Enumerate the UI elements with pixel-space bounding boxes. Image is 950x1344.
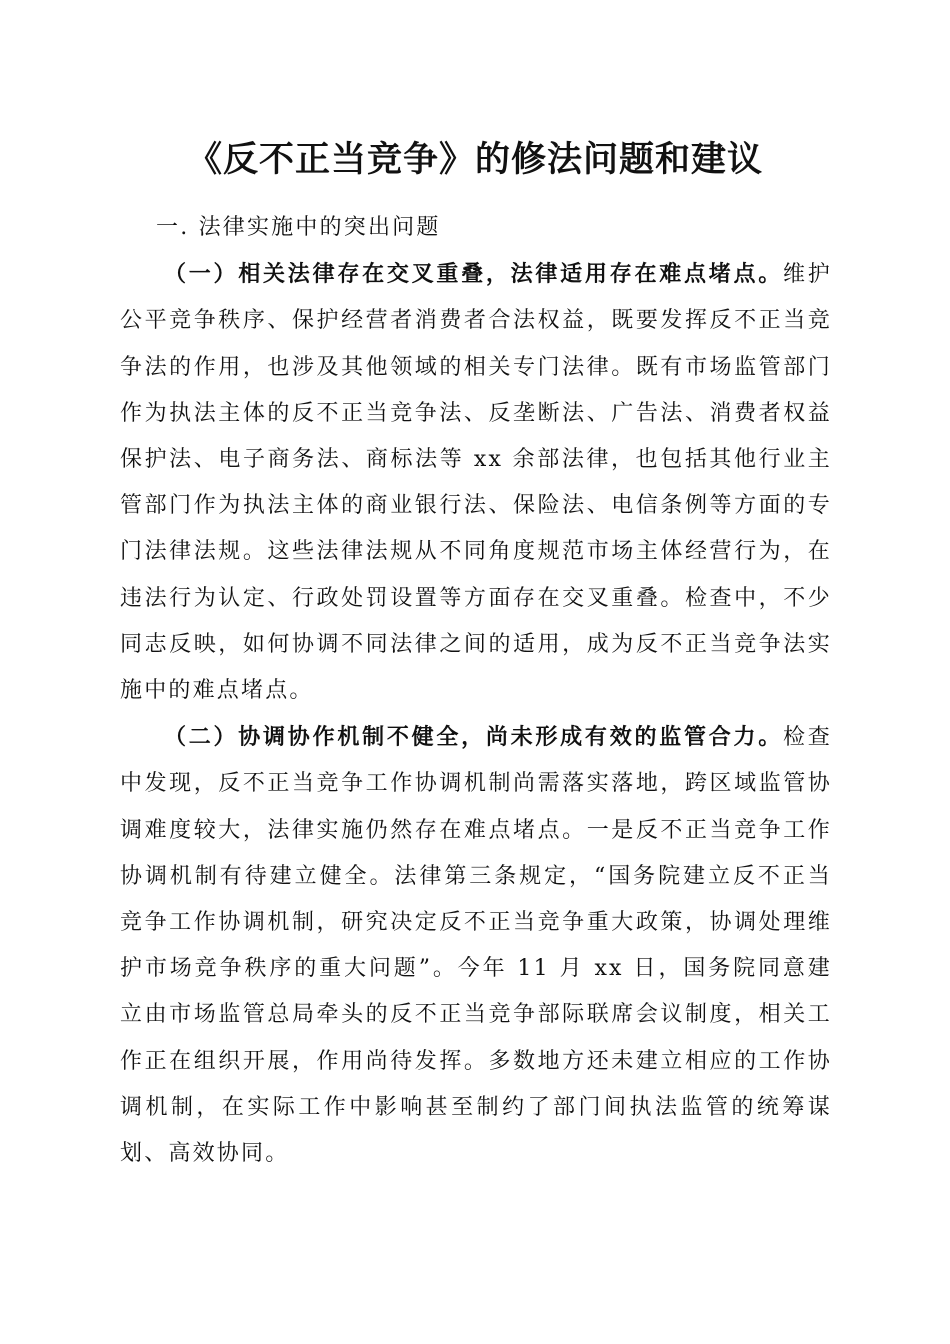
paragraph-1 [120, 251, 832, 714]
section-heading: 一. 法律实施中的突出问题 [156, 215, 441, 240]
document-title: 《反不正当竞争》的修法问题和建议 [186, 139, 763, 180]
paragraph-2-body: 检查中发现，反不正当竞争工作协调机制尚需落实落地，跨区域监管协调难度较大，法律实施仍然存在难点堵点。一是反不正当竞争工作协调机制有待建立健全。法律第三条规定，“国务院建立反不正当竞争工作协调机制，研究决定反不正当竞争重大政策，协调处理维护市场竞争秩序的重大问题”。今年 11 月 xx 日，国务院同意建立由市场监管总局牵头的反不正当竞争部际联席会议制度，相关工作正在组织开展，作用尚待发挥。多数地方还未建立相应的工作协调机制，在实际工作中影响甚至制约了部门间执法监管的统筹谋划、高效协同。 [120, 725, 832, 1167]
paragraph-1-lead: （一）相关法律存在交叉重叠，法律适用存在难点堵点。 [164, 261, 784, 288]
paragraph-2 [120, 714, 832, 1177]
document-body [120, 205, 832, 1177]
paragraph-2-lead: （二）协调协作机制不健全，尚未形成有效的监管合力。 [164, 724, 784, 751]
paragraph-1-body: 维护公平竞争秩序、保护经营者消费者合法权益，既要发挥反不正当竞争法的作用，也涉及其他领域的相关专门法律。既有市场监管部门作为执法主体的反不正当竞争法、反垄断法、广告法、消费者权益保护法、电子商务法、商标法等 xx 余部法律，也包括其他行业主管部门作为执法主体的商业银行法、保险法、电信条例等方面的专门法律法规。这些法律法规从不同角度规范市场主体经营行为，在违法行为认定、行政处罚设置等方面存在交叉重叠。检查中，不少同志反映，如何协调不同法律之间的适用，成为反不正当竞争法实施中的难点堵点。 [120, 262, 832, 704]
